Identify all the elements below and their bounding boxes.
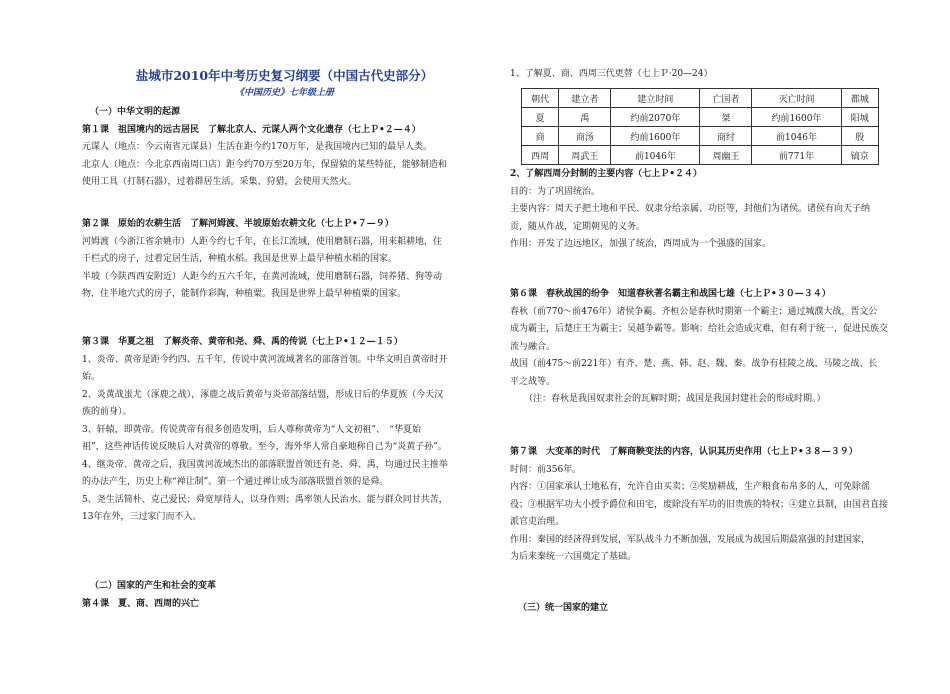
lesson-2-heading: 第２课 原始的农耕生活 了解河姆渡、半坡原始农耕文化（七上Ｐ•７—９）	[82, 219, 394, 229]
table-cell: 商	[522, 127, 559, 146]
table-cell: 商汤	[559, 127, 611, 146]
table-cell: 西周	[522, 146, 559, 165]
section-3-block	[510, 600, 900, 618]
lesson-1-para-2b: 使用工具（打制石器），过着群居生活。采集、狩猎，会使用天然火。	[82, 177, 357, 187]
lesson-2-para-2b: 物，住半地穴式的房子，能制作彩陶，种植粟。我国是世界上最早种植粟的国家。	[82, 289, 407, 299]
lesson-3-para-1b: 始。	[82, 372, 101, 382]
table-row	[522, 108, 879, 127]
lesson-3-heading: 第３课 华夏之祖 了解炎帝、黄帝和尧、舜、禹的传说（七上Ｐ•１２—１５）	[82, 337, 403, 347]
table-cell: 桀	[700, 108, 752, 127]
table-cell: 商纣	[700, 127, 752, 146]
lesson-3-para-5b: 13年在外，三过家门而不入。	[82, 512, 202, 522]
lesson-1-heading: 第１课 祖国境内的远古居民 了解北京人、元谋人两个文化遗存（七上Ｐ•２—４）	[82, 124, 421, 135]
table-cell: 周幽王	[700, 146, 752, 165]
enfeoffment-block	[510, 166, 900, 254]
table-header-cell: 建立者	[559, 89, 611, 108]
lesson-6-para-1c: 流与融合。	[510, 341, 556, 352]
section-heading-1: （一）中华文明的起源	[90, 107, 181, 117]
lesson-3-para-2a: 2、炎黄战蚩尤（涿鹿之战），涿鹿之战后黄帝与炎帝部落结盟，形成日后的华夏族（今天汉	[82, 389, 444, 400]
lesson-6-para-1b: 成为霸主，后楚庄王为霸主；吴越争霸等。影响：给社会造成灾难，但有利于统一，促进民族交	[510, 324, 889, 334]
table-header-cell: 亡国者	[700, 89, 752, 108]
lesson-3-para-3a: 3、轩辕，即黄帝。传说黄帝有很多创造发明，后人尊称黄帝为“人文初祖”、 “华夏始	[82, 424, 422, 435]
table-cell: 周武王	[559, 146, 611, 165]
table-cell: 约前2070年	[611, 108, 700, 127]
lesson-7-time: 时间：前356年。	[510, 464, 582, 475]
lesson-4-heading: 第４课 夏、商、西周的兴亡	[82, 598, 200, 609]
table-cell: 夏	[522, 108, 559, 127]
lesson-3-para-1a: 1、炎帝、黄帝是距今约四、五千年，传说中黄河流域著名的部落首领。中华文明自黄帝时开	[82, 354, 448, 365]
document-title: 盐城市2010年中考历史复习纲要（中国古代史部分）	[135, 68, 434, 83]
lesson-2-para-2a: 半坡（今陕西西安附近）人距今约五六千年，在黄河流域，使用磨制石器，饲养猪、狗等动	[82, 271, 443, 282]
table-cell: 前1046年	[752, 127, 841, 146]
lesson-6-para-2a: 战国（前475～前221年）有齐、楚、燕、韩、赵、魏、秦。战争有桂陵之战、马陵之战、长	[510, 359, 878, 369]
right-intro	[510, 66, 900, 84]
lesson-2-para-1b: 干栏式的房子，过着定居生活，种植水稻。我国是世界上最早种植水稻的国家。	[82, 254, 398, 264]
table-row	[522, 146, 879, 165]
table-cell: 镐京	[841, 146, 878, 165]
table-cell: 禹	[559, 108, 611, 127]
lesson-7-effect-a: 作用：秦国的经济得到发展，军队战斗力不断加强，发展成为战国后期最富强的封建国家，	[510, 534, 871, 545]
lesson-7-content-a: 内容：①国家承认土地私有，允许自由买卖；②奖励耕战，生产粮食布帛多的人，可免除徭	[510, 482, 871, 492]
lesson-3-para-3b: 祖”，这些神话传说反映后人对黄帝的尊敬。至今，海外华人常自豪地称自己为“炎黄子孙”。	[82, 442, 447, 452]
lesson-7-block	[510, 444, 900, 567]
lesson-6-note: （注：春秋是我国奴隶社会的瓦解时期；战国是我国封建社会的形成时期。）	[524, 394, 826, 404]
lesson-7-effect-b: 为后来秦统一六国奠定了基础。	[510, 552, 637, 562]
table-cell: 前1046年	[611, 146, 700, 165]
lesson-3-block	[82, 334, 487, 527]
section-2-block	[82, 578, 487, 613]
lesson-7-content-b: 役；③根据军功大小授予爵位和田宅，废除没有军功的旧贵族的特权；④建立县制，由国君直接	[510, 499, 889, 510]
lesson-6-para-1a: 春秋（前770～前476年）诸侯争霸。齐桓公是春秋时期第一个霸主；通过城濮大战，晋文公	[510, 306, 878, 317]
table-header-cell: 建立时间	[611, 89, 700, 108]
table-cell: 前771年	[752, 146, 841, 165]
dynasty-table	[521, 88, 879, 165]
document-subtitle: 《中国历史》七年级上册	[234, 88, 334, 98]
lesson-2-block	[82, 216, 487, 304]
dynasty-intro: 1、了解夏、商、西周三代更替（七上Ｐ·20—24）	[510, 69, 713, 79]
table-header-cell: 朝代	[522, 89, 559, 108]
enfeoffment-content-b: 贡，随从作战，定期朝见的义务。	[510, 221, 646, 232]
table-cell: 约前1600年	[752, 108, 841, 127]
enfeoffment-effect: 作用：开发了边远地区，加强了统治，西周成为一个强盛的国家。	[510, 239, 772, 249]
section-heading-2: （二）国家的产生和社会的变革	[90, 581, 217, 591]
table-header-cell: 都城	[841, 89, 878, 108]
lesson-3-para-4b: 的办法产生，历史上称“禅让制”。第一个通过禅让成为部落联盟首领的是舜。	[82, 477, 389, 487]
enfeoffment-aim: 目的：为了巩固统治。	[510, 186, 601, 197]
left-column	[82, 104, 487, 192]
lesson-3-para-4a: 4、继炎帝、黄帝之后，我国黄河流域杰出的部落联盟首领还有尧、舜、禹，均通过民主推举	[82, 459, 448, 470]
lesson-1-para-1: 元谋人（地点：今云南省元谋县）生活在距今约170万年，是我国境内已知的最早人类。	[82, 142, 433, 152]
lesson-3-para-2b: 族的前身）。	[82, 407, 132, 417]
table-cell: 约前1600年	[611, 127, 700, 146]
table-header-row	[522, 89, 879, 108]
lesson-6-block	[510, 286, 900, 409]
section-heading-3: （三）统一国家的建立	[518, 603, 609, 613]
enfeoffment-content-a: 主要内容：周天子把土地和平民、奴隶分给亲属、功臣等，封他们为诸侯。诸侯有向天子纳	[510, 204, 871, 214]
lesson-6-para-2b: 平之战等。	[510, 376, 556, 387]
lesson-2-para-1a: 河姆渡（今浙江省余姚市）人距今约七千年，在长江流域，使用磨制石器，用来耜耕地，住	[82, 236, 443, 247]
lesson-7-heading: 第７课 大变革的时代 了解商鞅变法的内容，认识其历史作用（七上Ｐ•３８—３９）	[510, 447, 858, 457]
table-row	[522, 127, 879, 146]
table-cell: 阳城	[841, 108, 878, 127]
table-cell: 殷	[841, 127, 878, 146]
lesson-1-para-2a: 北京人（地点：今北京西南周口店）距今约70万至20万年，保留猿的某些特征，能够制造和	[82, 159, 447, 170]
lesson-6-heading: 第６课 春秋战国的纷争 知道春秋著名霸主和战国七雄（七上Ｐ•３０—３４）	[510, 289, 831, 299]
enfeoffment-heading: 2、了解西周分封制的主要内容（七上Ｐ•２４）	[510, 169, 703, 179]
lesson-7-content-c: 派官吏治理。	[510, 517, 565, 527]
lesson-3-para-5a: 5、尧生活简朴、克己爱民；舜宽厚待人，以身作则；禹率领人民治水、能与群众同甘共苦，	[82, 494, 448, 505]
table-header-cell: 灭亡时间	[752, 89, 841, 108]
